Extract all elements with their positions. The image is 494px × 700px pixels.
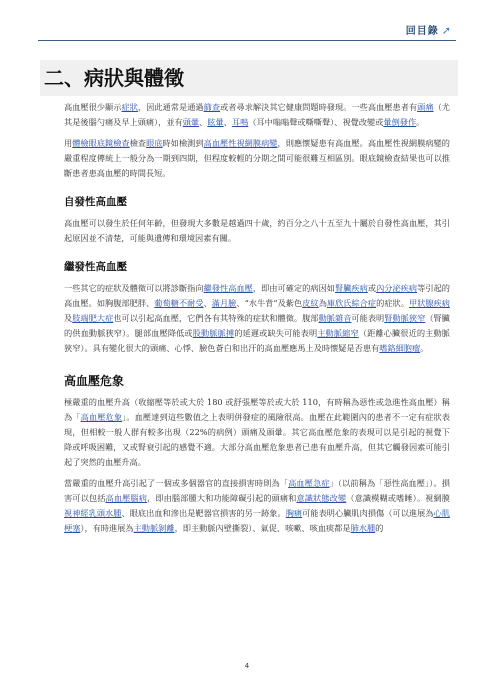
text-run: 。 [420, 343, 429, 353]
text-run: 高血壓可以發生於任何年齡，但發現大多數是越過四十歲，約百分之八十五至九十屬於自發性高血壓，其引起原因並不清楚，可能與遺傳和環境因素有關。 [64, 218, 450, 243]
text-run: 可能表明 [351, 313, 385, 323]
text-run: 可能表明心臟肌肉損傷（可以進展為 [302, 508, 434, 518]
term-link[interactable]: 眼底 [146, 138, 163, 148]
text-run: 的 [375, 523, 384, 533]
term-link[interactable]: 肢端肥大症 [72, 313, 114, 323]
term-link[interactable]: 眩暈 [207, 117, 224, 127]
term-link[interactable]: 內分泌疾病 [376, 283, 418, 293]
term-link[interactable]: 庫欣氏綜合症 [326, 298, 377, 308]
text-run: （距離心臟很近的主動脈狹窄）。具有變化很大的頭痛、心悸、臉色蒼白和出汗的高血壓應馬上及時懷疑是否患有 [64, 328, 450, 353]
text-run: 、眼底出血和滲出是靶器官損害的另一跡象。 [121, 508, 286, 518]
section-heading: 高血壓危象 [64, 374, 125, 388]
paragraph [64, 281, 450, 356]
text-run: （意識模糊或嗜睡）。視網膜 [346, 493, 450, 503]
text-run: 的症狀。 [376, 298, 409, 308]
back-to-contents-button[interactable]: 回目錄 ➚ [405, 24, 452, 37]
term-link[interactable]: 股動脈脈搏 [192, 328, 235, 338]
page-number: 4 [244, 662, 250, 670]
arrow-up-right-icon: ➚ [441, 24, 452, 37]
top-bar [38, 20, 456, 41]
text-run: ，即由腦部腫大和功能障礙引起的頭痛和 [147, 493, 297, 503]
term-link[interactable]: 視神經乳頭水腫 [64, 508, 122, 518]
text-run: 及 [64, 313, 73, 323]
text-run: （耳中嗡嗡聲或嘶嘶聲）、視覺改變或 [248, 117, 384, 127]
term-link[interactable]: 滿月臉 [211, 298, 237, 308]
document-body [64, 100, 450, 542]
term-link[interactable]: 眼底鏡檢查 [88, 138, 130, 148]
term-link[interactable]: 高血壓性視網膜病變 [203, 138, 278, 148]
text-run: 、 [203, 298, 212, 308]
term-link[interactable]: 肺水腫 [350, 523, 376, 533]
paragraph [64, 395, 450, 470]
text-run: 極嚴重的血壓升高（收縮壓等於或大於 180 或舒張壓等於或大於 110，有時稱為惡性或急進性高血壓）稱為「 [64, 397, 450, 422]
term-link[interactable]: 心肌梗塞 [64, 508, 450, 533]
text-run: 或 [367, 283, 377, 293]
term-link[interactable]: 頭痛 [417, 102, 434, 112]
term-link[interactable]: 症狀 [121, 102, 138, 112]
section-heading: 自發性高血壓 [64, 196, 127, 208]
term-link[interactable]: 皮紋 [302, 298, 319, 308]
text-run: 時如檢測到 [162, 138, 204, 148]
term-link[interactable]: 篩查 [203, 102, 221, 112]
chapter-title: 二、病狀與體徵 [40, 60, 458, 96]
term-link[interactable]: 繼發性高血壓 [203, 283, 253, 293]
text-run: 等引起的高血壓。如胸腹部肥胖、 [64, 283, 450, 308]
term-link[interactable]: 主動脈剝離 [133, 523, 175, 533]
term-link[interactable]: 腎臟疾病 [335, 283, 368, 293]
text-run: （尤其是後腦勺痛及早上頭痛），並有 [64, 102, 450, 127]
term-link[interactable]: 主動脈縮窄 [317, 328, 359, 338]
text-run: （腎臟的供血動脈狹窄）。腿部血壓降低或 [64, 313, 450, 338]
text-run: 、“水牛背”及紫色 [236, 298, 303, 308]
paragraph [64, 100, 450, 130]
text-run: 一些其它的症狀及體徵可以將診斷指向 [64, 283, 204, 293]
text-run: 、 [199, 117, 208, 127]
term-link[interactable]: 嗜鉻細胞瘤 [379, 343, 421, 353]
text-run: 也可以引起高血壓，它們各有其特殊的症狀和體徵。腹部 [113, 313, 319, 323]
text-run: 」。血壓達到這些數值之上表明併發症的風險很高。血壓在此範圍內的患者不一定有症狀表現，但相較一般人群有較多出現（22%的病例）頭痛及頭暈。其它高血壓危象的表現可以是引起的視覺下降或呼吸困難，又或腎衰引起的感覺不適。大部分高血壓危象患者已患有血壓升高，但其它觸發因素可能引起了突然的血壓升高。 [64, 412, 450, 467]
term-link[interactable]: 頭暈 [182, 117, 200, 127]
term-link[interactable]: 高血壓危象 [80, 412, 123, 422]
term-link[interactable]: 腎動脈狹窄 [384, 313, 426, 323]
text-run: 。 [416, 117, 425, 127]
paragraph [64, 216, 450, 246]
text-run: 的延遲或缺失可能表明 [234, 328, 318, 338]
text-run: ，即主動脈內壁撕裂）、氣促、咳嗽、咳血痰都是 [174, 523, 351, 533]
text-run: 高血壓很少顯示 [64, 102, 122, 112]
term-link[interactable]: 高血壓急症 [288, 478, 330, 488]
term-link[interactable]: 高血壓腦病 [105, 493, 148, 503]
text-run: ），有時進展為 [80, 523, 134, 533]
text-run: 當嚴重的血壓升高引起了一個或多個器官的直接損害時則為「 [64, 478, 289, 488]
term-link[interactable]: 動脈雜音 [318, 313, 352, 323]
text-run: ，則應懷疑患有高血壓。高血壓性視網膜病變的嚴重程度傳統上一般分為一期到四期，但程度較輕的分期之間可能很難互相區別。眼底鏡檢查結果也可以推斷患者患高血壓的時間長短。 [64, 138, 450, 178]
paragraph [64, 136, 450, 181]
text-run: 」（以前稱為「惡性高血壓」）。損害可以包括 [64, 478, 450, 503]
text-run: 或者尋求解決其它健康問題時發現。一些高血壓患者有 [220, 102, 418, 112]
term-link[interactable]: 體檢 [72, 138, 89, 148]
term-link[interactable]: 耳鳴 [231, 117, 249, 127]
text-run: ，即由可確定的病因如 [252, 283, 335, 293]
text-run: 用 [64, 138, 73, 148]
term-link[interactable]: 胸痛 [285, 508, 303, 518]
paragraph [64, 476, 450, 536]
text-run: 、 [223, 117, 232, 127]
term-link[interactable]: 葡萄糖不耐受 [154, 298, 204, 308]
term-link[interactable]: 甲狀腺疾病 [408, 298, 450, 308]
text-run: ，因此通常是通過 [137, 102, 204, 112]
section-heading: 繼發性高血壓 [64, 261, 127, 273]
text-run: 檢查 [129, 138, 147, 148]
text-run: 為 [318, 298, 327, 308]
term-link[interactable]: 意識狀態改變 [296, 493, 347, 503]
term-link[interactable]: 暈倒發作 [383, 117, 417, 127]
